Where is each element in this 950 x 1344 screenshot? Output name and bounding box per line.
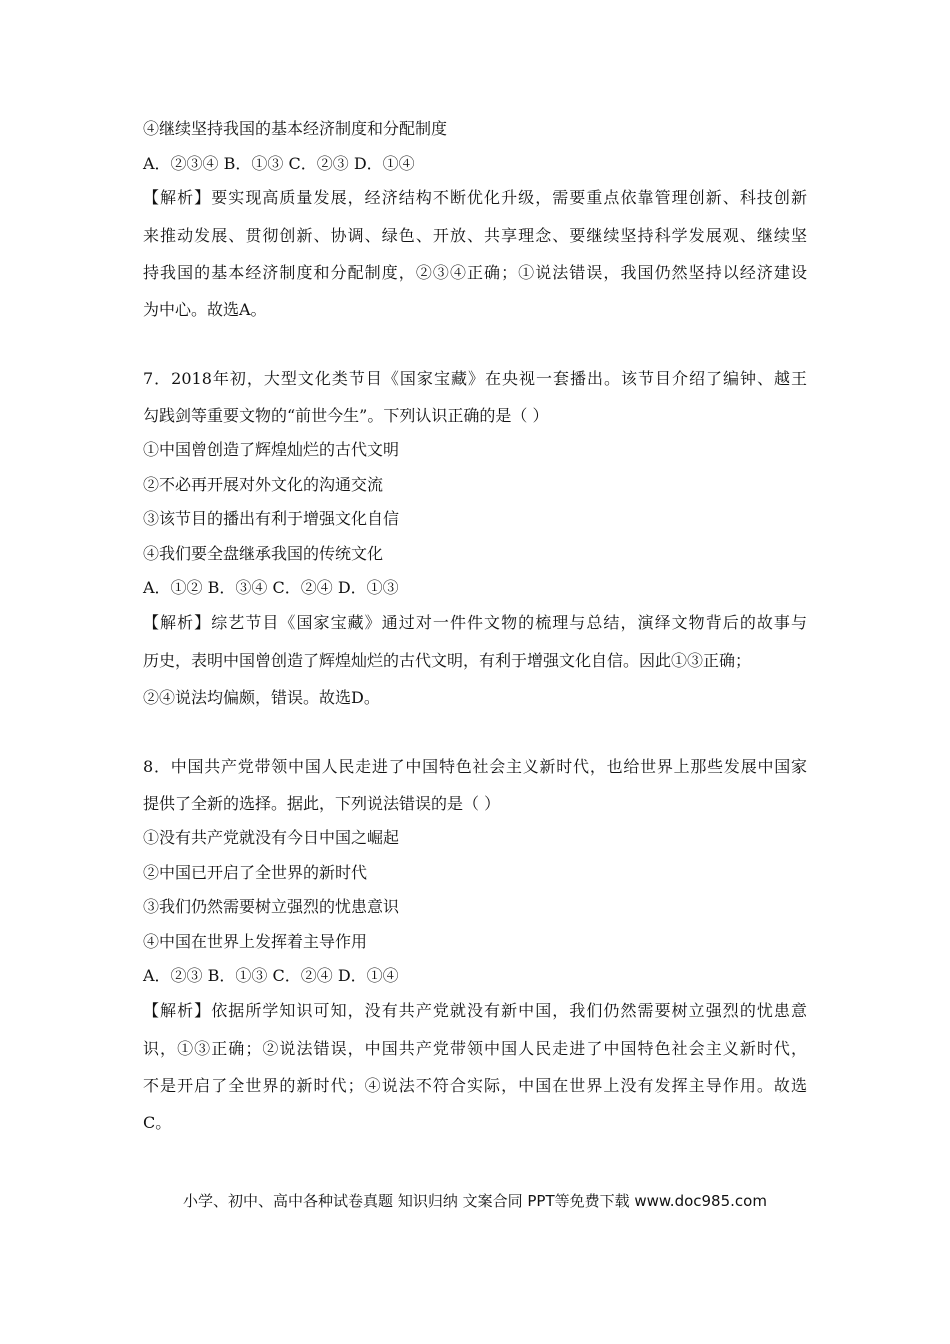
q8-option-2: ②中国已开启了全世界的新时代 [143, 863, 368, 882]
q6-analysis-line: 持我国的基本经济制度和分配制度，②③④正确；①说法错误，我国仍然坚持以经济建设 [143, 263, 807, 282]
page-footer: 小学、初中、高中各种试卷真题 知识归纳 文案合同 PPT等免费下载 www.doc985.com [183, 1192, 767, 1210]
q8-stem-line: 提供了全新的选择。据此，下列说法错误的是（ ） [143, 794, 501, 813]
q7-option-2: ②不必再开展对外文化的沟通交流 [143, 475, 384, 494]
q8-analysis-line: 识，①③正确；②说法错误，中国共产党带领中国人民走进了中国特色社会主义新时代， [143, 1039, 807, 1058]
q8-analysis-line: 不是开启了全世界的新时代；④说法不符合实际，中国在世界上没有发挥主导作用。故选 [143, 1076, 807, 1095]
q7-option-3: ③该节目的播出有利于增强文化自信 [143, 509, 400, 528]
q6-analysis-line: 来推动发展、贯彻创新、协调、绿色、开放、共享理念、要继续坚持科学发展观、继续坚 [143, 226, 807, 245]
q7-analysis-line: 历史，表明中国曾创造了辉煌灿烂的古代文明，有利于增强文化自信。因此①③正确； [143, 651, 752, 670]
q8-option-3: ③我们仍然需要树立强烈的忧患意识 [143, 897, 400, 916]
q6-analysis-line: 【解析】要实现高质量发展，经济结构不断优化升级，需要重点依靠管理创新、科技创新 [143, 188, 807, 207]
q6-choices: A．②③④ B．①③ C．②③ D．①④ [143, 154, 415, 173]
q7-stem-line: 7．2018年初，大型文化类节目《国家宝藏》在央视一套播出。该节目介绍了编钟、越王 [143, 369, 807, 388]
q7-choices: A．①② B．③④ C．②④ D．①③ [143, 578, 399, 597]
q8-option-1: ①没有共产党就没有今日中国之崛起 [143, 828, 400, 847]
q7-stem-line: 勾践剑等重要文物的“前世今生”。下列认识正确的是（ ） [143, 406, 549, 425]
q7-option-1: ①中国曾创造了辉煌灿烂的古代文明 [143, 440, 400, 459]
q8-analysis-line: C。 [143, 1113, 172, 1132]
q6-analysis-line: 为中心。故选A。 [143, 300, 267, 319]
q7-analysis-line: 【解析】综艺节目《国家宝藏》通过对一件件文物的梳理与总结，演绎文物背后的故事与 [143, 613, 807, 632]
q8-option-4: ④中国在世界上发挥着主导作用 [143, 932, 368, 951]
q8-choices: A．②③ B．①③ C．②④ D．①④ [143, 966, 399, 985]
q8-stem-line: 8．中国共产党带领中国人民走进了中国特色社会主义新时代，也给世界上那些发展中国家 [143, 757, 807, 776]
q7-option-4: ④我们要全盘继承我国的传统文化 [143, 544, 384, 563]
q7-analysis-line: ②④说法均偏颇，错误。故选D。 [143, 688, 380, 707]
q8-analysis-line: 【解析】依据所学知识可知，没有共产党就没有新中国，我们仍然需要树立强烈的忧患意 [143, 1001, 807, 1020]
q6-option-4: ④继续坚持我国的基本经济制度和分配制度 [143, 119, 448, 138]
